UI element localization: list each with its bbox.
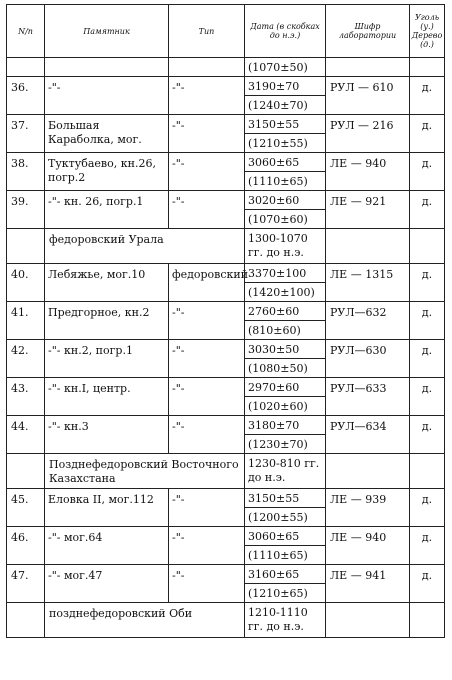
- material-type: д.: [410, 565, 445, 603]
- lab-code: РУЛ—632: [326, 302, 410, 340]
- monument-name: -"- кн.3: [45, 416, 169, 454]
- row-number: 47.: [7, 565, 45, 603]
- period-name: Позднефедоровский Восточного Казахстана: [45, 454, 245, 489]
- date-cell: [245, 416, 326, 454]
- date-bc: (1210±55): [248, 137, 308, 150]
- date-bc: (1080±50): [248, 362, 308, 375]
- monument-name: Предгорное, кн.2: [45, 302, 169, 340]
- table-row: [7, 489, 445, 527]
- date-bp: 3030±50: [245, 340, 325, 359]
- lab-code: ЛЕ — 940: [326, 153, 410, 191]
- monument-type: -"-: [169, 191, 245, 229]
- table-row: [7, 115, 445, 153]
- table-row: [7, 153, 445, 191]
- date-bp: 3020±60: [245, 191, 325, 210]
- period-range-cell: [245, 454, 326, 489]
- date-bc: (1200±55): [248, 511, 308, 524]
- date-cell: [245, 153, 326, 191]
- date-cell: [245, 264, 326, 302]
- monument-type: -"-: [169, 489, 245, 527]
- date-bp: 3150±55: [245, 489, 325, 508]
- date-cell: [245, 115, 326, 153]
- material-type: д.: [410, 340, 445, 378]
- date-bc: (1210±65): [248, 587, 308, 600]
- monument-type: -"-: [169, 416, 245, 454]
- date-bp: 3160±65: [245, 565, 325, 584]
- row-number: 42.: [7, 340, 45, 378]
- header-angle: Уголь (у.) Дерево (д.): [410, 5, 445, 58]
- material-type: д.: [410, 416, 445, 454]
- date-bc: (1240±70): [248, 99, 308, 112]
- period-name: федоровский Урала: [45, 229, 245, 264]
- header-monument: Памятник: [45, 5, 169, 58]
- monument-name: -"- кн.I, центр.: [45, 378, 169, 416]
- table-row-continuation: [7, 58, 445, 77]
- header-type: Тип: [169, 5, 245, 58]
- material-type: д.: [410, 191, 445, 229]
- date-cell: [245, 378, 326, 416]
- date-cell: [245, 58, 326, 77]
- date-cell: [245, 340, 326, 378]
- material-type: д.: [410, 489, 445, 527]
- monument-name: -"- мог.64: [45, 527, 169, 565]
- table-row: [7, 302, 445, 340]
- period-range-cell: [245, 603, 326, 638]
- material-type: д.: [410, 264, 445, 302]
- monument-type: федоровский: [169, 264, 245, 302]
- lab-code: ЛЕ — 939: [326, 489, 410, 527]
- table-row: [7, 527, 445, 565]
- monument-type: -"-: [169, 527, 245, 565]
- date-bc: (1070±50): [248, 61, 308, 74]
- date-bp: 3190±70: [245, 77, 325, 96]
- date-bc: (1230±70): [248, 438, 308, 451]
- period-name: позднефедоровский Оби: [45, 603, 245, 638]
- monument-type: -"-: [169, 340, 245, 378]
- date-bc: (1020±60): [248, 400, 308, 413]
- date-bp: 3150±55: [245, 115, 325, 134]
- row-number: 43.: [7, 378, 45, 416]
- period-range-cell: [245, 229, 326, 264]
- lab-code: РУЛ—634: [326, 416, 410, 454]
- monument-name: Туктубаево, кн.26, погр.2: [45, 153, 169, 191]
- date-bc: (1420±100): [248, 286, 315, 299]
- lab-code: ЛЕ — 921: [326, 191, 410, 229]
- date-cell: [245, 191, 326, 229]
- document-page: [6, 4, 444, 638]
- material-type: д.: [410, 115, 445, 153]
- row-number: 39.: [7, 191, 45, 229]
- period-range: 1230-810 гг. до н.э.: [248, 457, 320, 484]
- row-number: 37.: [7, 115, 45, 153]
- table-header-row: [7, 5, 445, 58]
- monument-name: -"-: [45, 77, 169, 115]
- row-number: 46.: [7, 527, 45, 565]
- header-num: N/n: [7, 5, 45, 58]
- row-number: 38.: [7, 153, 45, 191]
- material-type: д.: [410, 302, 445, 340]
- lab-code: РУЛ—630: [326, 340, 410, 378]
- table-row: [7, 565, 445, 603]
- row-number: 36.: [7, 77, 45, 115]
- table-row: [7, 416, 445, 454]
- monument-name: Большая Караболка, мог.: [45, 115, 169, 153]
- material-type: д.: [410, 153, 445, 191]
- monument-type: -"-: [169, 302, 245, 340]
- header-lab: Шифр лаборатории: [326, 5, 410, 58]
- monument-type: -"-: [169, 378, 245, 416]
- material-type: д.: [410, 378, 445, 416]
- monument-name: Еловка II, мог.112: [45, 489, 169, 527]
- material-type: д.: [410, 527, 445, 565]
- material-type: д.: [410, 77, 445, 115]
- date-bc: (810±60): [248, 324, 301, 337]
- date-bp: 2760±60: [245, 302, 325, 321]
- date-bc: (1110±65): [248, 175, 308, 188]
- date-bp: 3180±70: [245, 416, 325, 435]
- date-bc: (1110±65): [248, 549, 308, 562]
- monument-type: -"-: [169, 153, 245, 191]
- table-row: [7, 77, 445, 115]
- date-bc: (1070±60): [248, 213, 308, 226]
- row-number: 45.: [7, 489, 45, 527]
- date-bp: 2970±60: [245, 378, 325, 397]
- header-date: Дата (в скобках до н.э.): [245, 5, 326, 58]
- date-cell: [245, 527, 326, 565]
- radiocarbon-dates-table: [6, 4, 445, 638]
- date-cell: [245, 489, 326, 527]
- period-row: [7, 603, 445, 638]
- date-cell: [245, 565, 326, 603]
- period-row: [7, 229, 445, 264]
- lab-code: РУЛ — 216: [326, 115, 410, 153]
- lab-code: ЛЕ — 941: [326, 565, 410, 603]
- date-bp: 3060±65: [245, 153, 325, 172]
- lab-code: РУЛ — 610: [326, 77, 410, 115]
- table-row: [7, 264, 445, 302]
- lab-code: РУЛ—633: [326, 378, 410, 416]
- period-range: 1210-1110 гг. до н.э.: [248, 606, 308, 633]
- monument-type: -"-: [169, 115, 245, 153]
- period-range: 1300-1070 гг. до н.э.: [248, 232, 308, 259]
- monument-name: -"- кн.2, погр.1: [45, 340, 169, 378]
- monument-name: Лебяжье, мог.10: [45, 264, 169, 302]
- date-cell: [245, 77, 326, 115]
- row-number: 44.: [7, 416, 45, 454]
- date-cell: [245, 302, 326, 340]
- monument-name: -"- мог.47: [45, 565, 169, 603]
- lab-code: ЛЕ — 1315: [326, 264, 410, 302]
- period-row: [7, 454, 445, 489]
- date-bp: 3060±65: [245, 527, 325, 546]
- monument-type: -"-: [169, 77, 245, 115]
- row-number: 41.: [7, 302, 45, 340]
- table-row: [7, 378, 445, 416]
- monument-name: -"- кн. 26, погр.1: [45, 191, 169, 229]
- table-row: [7, 191, 445, 229]
- table-row: [7, 340, 445, 378]
- lab-code: ЛЕ — 940: [326, 527, 410, 565]
- date-bp: 3370±100: [245, 264, 325, 283]
- row-number: 40.: [7, 264, 45, 302]
- monument-type: -"-: [169, 565, 245, 603]
